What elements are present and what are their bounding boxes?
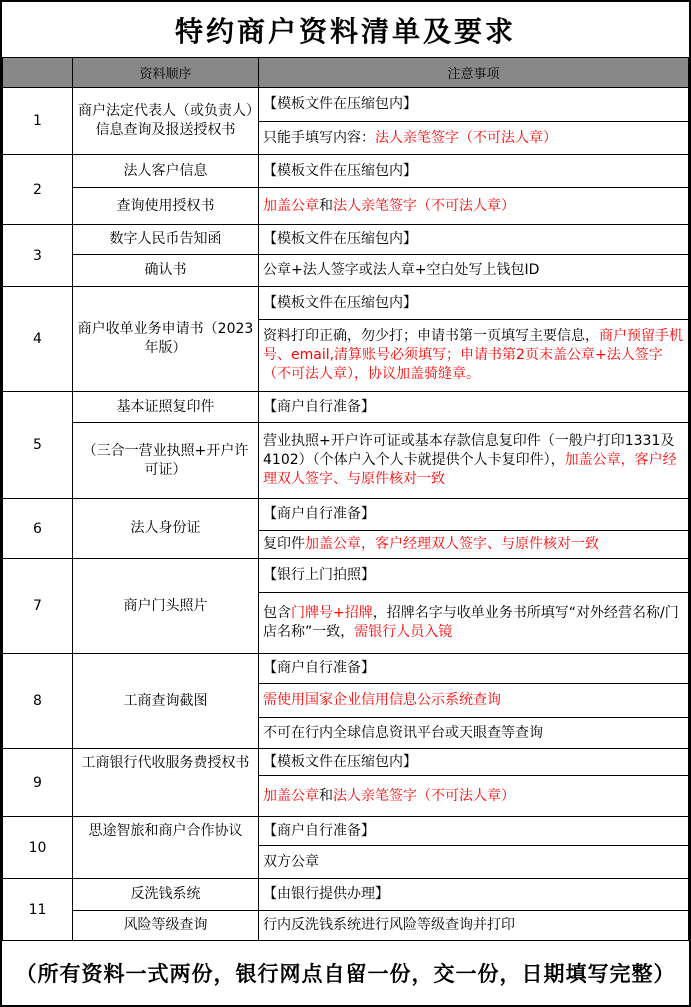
row-3-number: 3 xyxy=(3,225,73,287)
table-row xyxy=(3,392,689,423)
note-text: 不可在行内全球信息资讯平台或天眼查等查询 xyxy=(263,724,543,741)
note-text-red: 门牌号+招牌 xyxy=(291,605,373,622)
note-text: 【模板文件在压缩包内】 xyxy=(263,753,417,770)
table-row xyxy=(3,188,689,225)
note-text: 行内反洗钱系统进行风险等级查询并打印 xyxy=(263,917,515,934)
table-row xyxy=(3,155,689,188)
table-row xyxy=(3,499,689,531)
note-text: 包含 xyxy=(263,605,291,622)
row-4-note-1 xyxy=(259,287,689,320)
row-6-note-2 xyxy=(259,531,689,559)
note-text: 营业执照+开户许可证或基本存款信息复印件（一般户打印1331及4102）（个体户入个人卡就提供个人卡复印件）， xyxy=(263,433,675,469)
note-text: 只能手填写内容： xyxy=(263,129,375,146)
table-row xyxy=(3,817,689,846)
note-text: 【商户自行准备】 xyxy=(263,660,375,677)
row-11-document-name: 反洗钱系统 xyxy=(73,879,259,911)
row-1-document-name: 商户法定代表人（或负责人）信息查询及报送授权书 xyxy=(73,88,259,155)
row-11-number: 11 xyxy=(3,879,73,941)
row-5-document-name: （三合一营业执照+开户许可证） xyxy=(73,423,259,499)
note-text-red: 加盖公章 xyxy=(263,197,319,214)
note-text-red: 需银行人员入镜 xyxy=(354,624,453,640)
note-text-red: 法人亲笔签字（不可法人章） xyxy=(375,129,557,146)
row-8-note-1 xyxy=(259,654,689,684)
note-text: 【模板文件在压缩包内】 xyxy=(263,231,417,248)
row-11-note-1 xyxy=(259,879,689,911)
row-4-note-2 xyxy=(259,320,689,392)
row-8-document-name: 工商查询截图 xyxy=(73,654,259,749)
note-text-red: 商户预留手机号、email,清算账号必须填写；申请书第2页末盖公章+法人签字（不可法人章），协议加盖骑缝章。 xyxy=(263,328,683,382)
row-10-note-2 xyxy=(259,846,689,879)
table-header-row xyxy=(3,58,689,88)
row-9-note-1 xyxy=(259,749,689,776)
row-5-note-1 xyxy=(259,392,689,423)
row-11-document-name: 风险等级查询 xyxy=(73,911,259,941)
row-5-document-name: 基本证照复印件 xyxy=(73,392,259,423)
row-2-number: 2 xyxy=(3,155,73,225)
row-7-document-name: 商户门头照片 xyxy=(73,559,259,654)
row-2-document-name: 查询使用授权书 xyxy=(73,188,259,225)
table-row xyxy=(3,255,689,287)
row-8-note-2 xyxy=(259,684,689,718)
row-4-number: 4 xyxy=(3,287,73,392)
row-1-note-2 xyxy=(259,122,689,155)
note-text: 和 xyxy=(319,787,333,804)
note-text: 【商户自行准备】 xyxy=(263,822,375,839)
row-3-document-name: 确认书 xyxy=(73,255,259,287)
note-text: 双方公章 xyxy=(263,853,319,870)
row-10-document-name: 思途智旅和商户合作协议 xyxy=(73,817,259,879)
note-text: 【商户自行准备】 xyxy=(263,398,375,415)
row-5-note-2 xyxy=(259,423,689,499)
note-text: 【模板文件在压缩包内】 xyxy=(263,294,417,311)
header-order-label: 资料顺序 xyxy=(73,58,259,88)
table-row xyxy=(3,879,689,911)
note-text: 【模板文件在压缩包内】 xyxy=(263,96,417,113)
note-text-red: 加盖公章 xyxy=(263,787,319,804)
row-9-number: 9 xyxy=(3,749,73,817)
note-text-red: 需使用国家企业信用信息公示系统查询 xyxy=(263,692,501,709)
row-2-document-name: 法人客户信息 xyxy=(73,155,259,188)
table-row xyxy=(3,911,689,941)
row-8-note-3 xyxy=(259,718,689,749)
table-row xyxy=(3,559,689,593)
table-row xyxy=(3,654,689,684)
note-text: 【由银行提供办理】 xyxy=(263,886,389,903)
row-6-number: 6 xyxy=(3,499,73,559)
row-3-note-2 xyxy=(259,255,689,287)
table-row xyxy=(3,423,689,499)
merchant-checklist-table xyxy=(2,57,689,941)
row-6-note-1 xyxy=(259,499,689,531)
row-7-note-2 xyxy=(259,593,689,654)
page-title: 特约商户资料清单及要求 xyxy=(174,14,516,48)
row-1-note-1 xyxy=(259,88,689,122)
row-2-note-1 xyxy=(259,155,689,188)
row-9-note-2 xyxy=(259,776,689,817)
table-row xyxy=(3,225,689,255)
row-8-number: 8 xyxy=(3,654,73,749)
note-text-red: 法人亲笔签字（不可法人章） xyxy=(333,787,515,804)
row-5-number: 5 xyxy=(3,392,73,499)
row-10-number: 10 xyxy=(3,817,73,879)
note-text: 复印件 xyxy=(263,536,305,553)
row-2-note-2 xyxy=(259,188,689,225)
row-7-number: 7 xyxy=(3,559,73,654)
table-row xyxy=(3,749,689,776)
row-3-note-1 xyxy=(259,225,689,255)
footer-note: （所有资料一式两份，银行网点自留一份，交一份，日期填写完整） xyxy=(15,961,676,986)
table-row xyxy=(3,88,689,122)
row-6-document-name: 法人身份证 xyxy=(73,499,259,559)
note-text: 资料打印正确，勿少打；申请书第一页填写主要信息， xyxy=(263,328,599,345)
row-3-document-name: 数字人民币告知函 xyxy=(73,225,259,255)
table-body xyxy=(3,88,689,941)
note-text: ，招牌名字与收单业务书所填写“对外经营名称/门店名称”一致， xyxy=(263,605,679,640)
note-text-red: 加盖公章，客户经理双人签字、与原件核对一致 xyxy=(305,536,599,553)
note-text: 【银行上门拍照】 xyxy=(263,567,375,584)
header-notes-label: 注意事项 xyxy=(259,58,689,88)
header-empty-cell xyxy=(3,58,73,88)
row-11-note-2 xyxy=(259,911,689,941)
row-1-number: 1 xyxy=(3,88,73,155)
row-10-note-1 xyxy=(259,817,689,846)
note-text: 【商户自行准备】 xyxy=(263,506,375,523)
note-text: 公章+法人签字或法人章+空白处写上钱包ID xyxy=(263,262,540,279)
row-9-document-name: 工商银行代收服务费授权书 xyxy=(73,749,259,817)
note-text: 【模板文件在压缩包内】 xyxy=(263,162,417,179)
note-text: 和 xyxy=(319,197,333,214)
table-row xyxy=(3,287,689,320)
row-4-document-name: 商户收单业务申请书（2023年版） xyxy=(73,287,259,392)
note-text-red: 加盖公章，客户经理双人签字、与原件核对一致 xyxy=(263,452,677,487)
note-text-red: 法人亲笔签字（不可法人章） xyxy=(333,197,515,214)
row-7-note-1 xyxy=(259,559,689,593)
